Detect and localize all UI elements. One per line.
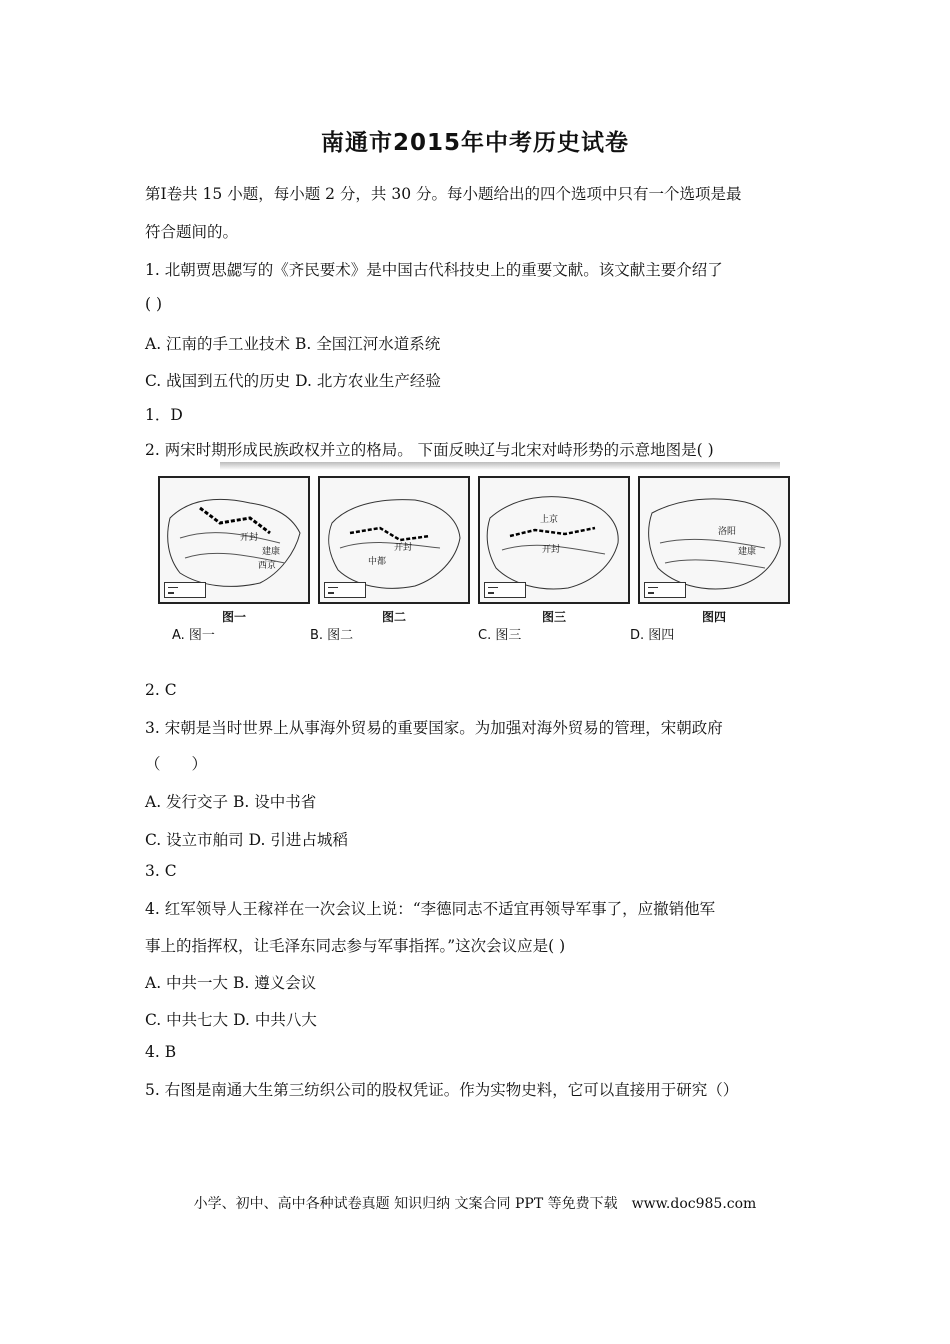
q3-stem-1: 3. 宋朝是当时世界上从事海外贸易的重要国家。为加强对海外贸易的管理，宋朝政府 [145,719,723,737]
q1-options-1: A. 江南的手工业技术 B. 全国江河水道系统 [145,335,441,353]
map-legend [484,582,526,598]
map-1 [158,476,310,604]
map-option-b: B. 图二 [310,628,354,643]
map-legend [324,582,366,598]
map-4-label: 图四 [701,610,726,624]
map-2-city-2: 中都 [368,557,387,567]
map-3-label: 图三 [541,610,566,624]
map-2-city-1: 开封 [394,543,413,553]
map-4-city-1: 洛阳 [718,527,737,537]
map-legend [164,582,206,598]
q4-options-2: C. 中共七大 D. 中共八大 [145,1011,317,1029]
intro-line-1: 第Ⅰ卷共 15 小题，每小题 2 分，共 30 分。每小题给出的四个选项中只有一个选项是最 [145,185,742,203]
q4-options-1: A. 中共一大 B. 遵义会议 [145,974,317,992]
q3-stem-2: （ ） [145,755,208,773]
q3-answer: 3. C [145,862,177,880]
map-option-a: A. 图一 [172,628,215,643]
q1-stem-1: 1. 北朝贾思勰写的《齐民要术》是中国古代科技史上的重要文献。该文献主要介绍了 [145,261,723,279]
q1-stem-2: ( ) [145,295,163,313]
map-1-label: 图一 [221,610,246,624]
map-option-c: C. 图三 [478,628,522,643]
q2-stem: 2. 两宋时期形成民族政权并立的格局。 下面反映辽与北宋对峙形势的示意地图是( ) [145,441,714,459]
map-option-d: D. 图四 [630,628,675,643]
map-4-city-2: 建康 [738,547,757,557]
map-figure-caption-strip [220,462,780,470]
page-title: 南通市2015年中考历史试卷 [320,130,629,156]
intro-line-2: 符合题间的。 [145,223,239,241]
map-1-city-1: 建康 [262,547,281,557]
q1-answer: 1．D [145,406,183,424]
map-1-city-2: 开封 [240,533,259,543]
q1-options-2: C. 战国到五代的历史 D. 北方农业生产经验 [145,372,441,390]
map-4 [638,476,790,604]
footer-link[interactable]: 小学、初中、高中各种试卷真题 知识归纳 文案合同 PPT 等免费下载 www.doc985.com [193,1196,757,1212]
q4-stem-2: 事上的指挥权，让毛泽东同志参与军事指挥。”这次会议应是( ) [145,937,566,955]
q4-stem-1: 4. 红军领导人王稼祥在一次会议上说：“李德同志不适宜再领导军事了，应撤销他军 [145,900,716,918]
q3-options-1: A. 发行交子 B. 设中书省 [145,793,317,811]
q3-options-2: C. 设立市舶司 D. 引进占城稻 [145,831,348,849]
map-figure [150,462,790,647]
map-2-label: 图二 [381,610,406,624]
q5-stem: 5. 右图是南通大生第三纺织公司的股权凭证。作为实物史料，它可以直接用于研究（） [145,1081,739,1099]
q2-answer: 2. C [145,681,177,699]
map-3 [478,476,630,604]
map-3-city-1: 上京 [540,515,559,525]
map-3-city-2: 开封 [542,545,561,555]
map-legend [644,582,686,598]
map-1-city-3: 西京 [258,561,277,571]
q4-answer: 4. B [145,1043,177,1061]
